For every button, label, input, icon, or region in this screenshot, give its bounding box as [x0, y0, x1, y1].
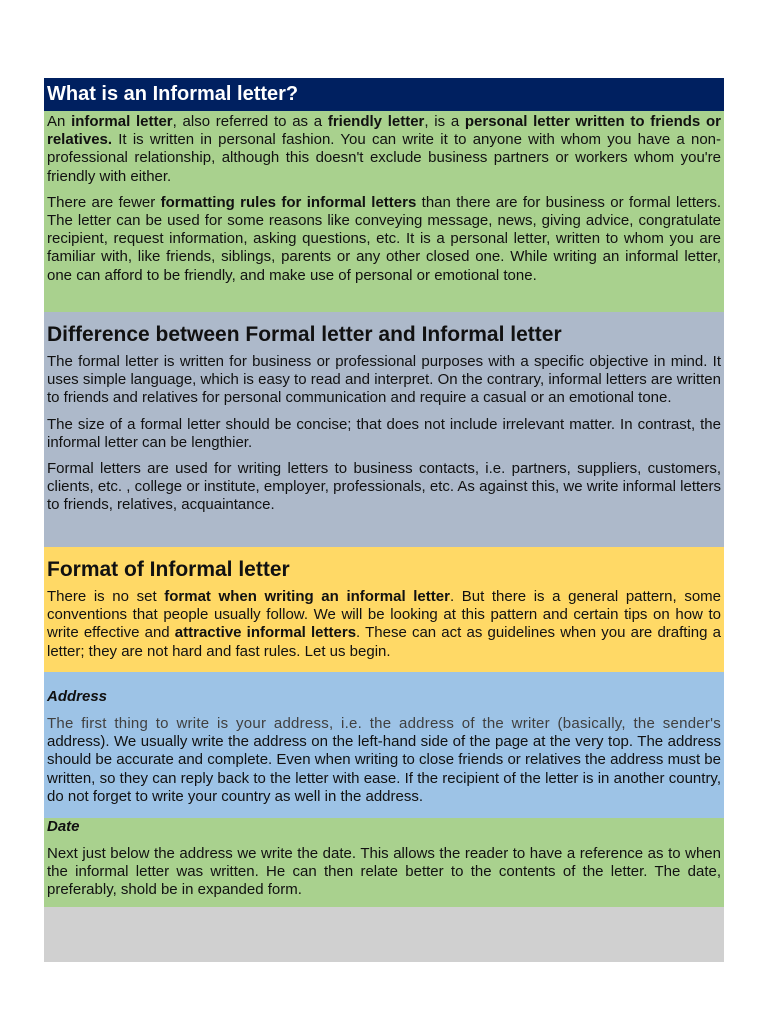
text-run: An — [47, 113, 72, 130]
section-title-difference: Difference between Formal letter and Informal letter — [47, 323, 562, 346]
paragraph-formatting-rules — [47, 194, 721, 285]
section-what-is-informal-letter — [44, 78, 724, 312]
section-difference — [44, 312, 724, 547]
bold-phrase: friendly letter — [327, 113, 425, 130]
paragraph-definition — [47, 113, 721, 186]
paragraph-address — [47, 715, 721, 806]
section-format — [44, 547, 724, 672]
text-run: , also referred to as a — [172, 113, 328, 130]
bold-phrase: attractive informal letters — [174, 624, 357, 642]
bold-phrase: personal letter written to friends or relatives. — [47, 113, 721, 149]
address-body: address). We usually write the address on the left-hand side of the page at the very top. The address should be accurate and complete. Even when writing to close friends or relatives the address must be written, so they can reply back to the letter with ease. If the recipient of the letter is in another country, do not forget to write your country as well in the address. — [47, 733, 721, 805]
text-run: There is no set — [47, 588, 165, 605]
text-run: There are fewer — [47, 193, 161, 211]
paragraph-size: The size of a formal letter should be concise; that does not include irrelevant matter. In contrast, the informal letter can be lengthier. — [47, 415, 721, 451]
subheading-address: Address — [47, 688, 108, 705]
section-date — [44, 818, 724, 907]
text-run: . These can act as guidelines when you are drafting a letter; they are not hard and fast rules. Let us begin. — [47, 624, 721, 660]
text-run: . But there is a general pattern, some conventions that people usually follow. We will be looking at this pattern and certain tips on how to write effective and — [47, 588, 721, 642]
text-run: than there are for business or formal letters. The letter can be used for some reasons like conveying message, news, giving advice, congratulate recipient, request information, asking questions, etc. It is a personal letter, written to whom you are familiar with, like friends, siblings, parents or any other closed one. While writing an informal letter, one can afford to be friendly, and make use of personal or emotional tone. — [47, 193, 722, 284]
section-title-format: Format of Informal letter — [47, 558, 290, 581]
paragraph-date: Next just below the address we write the date. This allows the reader to have a reference as to when the informal letter was written. He can then relate better to the contents of the letter. The date, preferably, shold be in expanded form. — [47, 845, 721, 899]
paragraph-format-intro — [47, 588, 721, 661]
text-run: , is a — [424, 113, 465, 130]
text-run: It is written in personal fashion. You can write it to anyone with whom you have a non-professional relationship, although this doesn't exclude business partners or workers whom you're friendly with either. — [47, 131, 721, 185]
document-page — [44, 78, 724, 962]
subheading-date: Date — [47, 818, 80, 835]
bold-phrase: format when writing an informal letter — [164, 588, 450, 605]
section-title-what-is: What is an Informal letter? — [44, 78, 724, 111]
bold-phrase: formatting rules for informal letters — [160, 193, 417, 211]
address-first-line: The first thing to write is your address, i.e. the address of the writer (basically, the sender's — [47, 715, 721, 732]
bold-phrase: informal letter — [71, 113, 173, 130]
paragraph-formal-purpose: The formal letter is written for business or professional purposes with a specific objective in mind. It uses simple language, which is easy to read and interpret. On the contrary, informal letters are written to friends and relatives for personal communication and require a casual or an emotional tone. — [47, 353, 721, 407]
paragraph-usage: Formal letters are used for writing letters to business contacts, i.e. partners, suppliers, customers, clients, etc. , college or institute, employer, professionals, etc. As against this, we write informal letters to friends, relatives, acquaintance. — [47, 460, 721, 514]
blank-footer-block — [44, 907, 724, 962]
section-address — [44, 672, 724, 818]
